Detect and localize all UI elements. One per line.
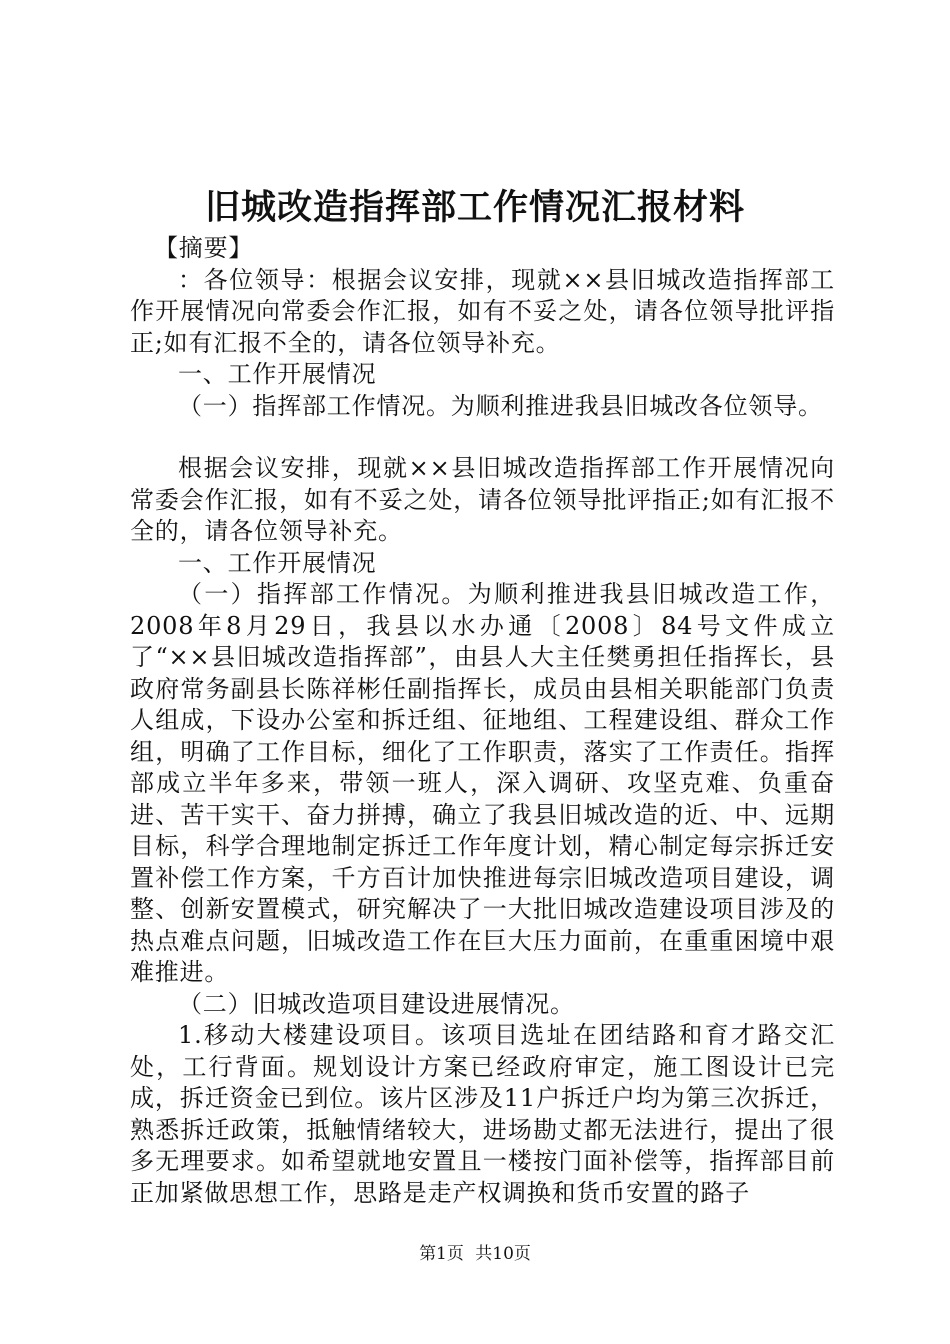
page-footer — [0, 1242, 950, 1266]
abstract-section — [130, 233, 835, 422]
abstract-subheading: （一）指挥部工作情况。为顺利推进我县旧城改各位领导。 — [178, 391, 823, 420]
abstract-text: ：各位领导：根据会议安排，现就××县旧城改造指挥部工作开展情况向常委会作汇报，如有不妥之处，请各位领导批评指正;如有汇报不全的，请各位领导补充。 — [130, 265, 835, 357]
subsection-heading: （二）旧城改造项目建设进展情况。 — [178, 989, 575, 1018]
abstract-heading: 一、工作开展情况 — [178, 360, 377, 388]
page-number: 第1页 — [419, 1244, 464, 1264]
document-title: 旧城改造指挥部工作情况汇报材料 — [204, 187, 745, 228]
subsection-paragraph: （一）指挥部工作情况。为顺利推进我县旧城改造工作，2008年8月29日，我县以水办通〔2008〕84号文件成立了“××县旧城改造指挥部”，由县人大主任樊勇担任指挥长，县政府常务副县长陈祥彬任副指挥长，成员由县相关职能部门负责人组成，下设办公室和拆迁组、征地组、工程建设组、群众工作组，明确了工作目标，细化了工作职责，落实了工作责任。指挥部成立半年多来，带领一班人，深入调研、攻坚克难、负重奋进、苦干实干、奋力拼搏，确立了我县旧城改造的近、中、远期目标，科学合理地制定拆迁工作年度计划，精心制定每宗拆迁安置补偿工作方案，千方百计加快推进每宗旧城改造项目建设，调整、创新安置模式，研究解决了一大批旧城改造建设项目涉及的热点难点问题，旧城改造工作在巨大压力面前，在重重困境中艰难推进。 — [130, 580, 835, 986]
project-item-paragraph: 1.移动大楼建设项目。该项目选址在团结路和育才路交汇处，工行背面。规划设计方案已经政府审定，施工图设计已完成，拆迁资金已到位。该片区涉及11户拆迁户均为第三次拆迁，熟悉拆迁政策，抵触情绪较大，进场勘丈都无法进行，提出了很多无理要求。如希望就地安置且一楼按门面补偿等，指挥部目前正加紧做思想工作，思路是走产权调换和货币安置的路子 — [130, 1021, 835, 1207]
section-heading: 一、工作开展情况 — [178, 548, 377, 577]
main-body — [130, 453, 835, 1209]
page-total: 共10页 — [475, 1244, 531, 1264]
abstract-label: 【摘要】 — [154, 234, 254, 262]
intro-paragraph: 根据会议安排，现就××县旧城改造指挥部工作开展情况向常委会作汇报，如有不妥之处，请各位领导批评指正;如有汇报不全的，请各位领导补充。 — [130, 454, 835, 545]
